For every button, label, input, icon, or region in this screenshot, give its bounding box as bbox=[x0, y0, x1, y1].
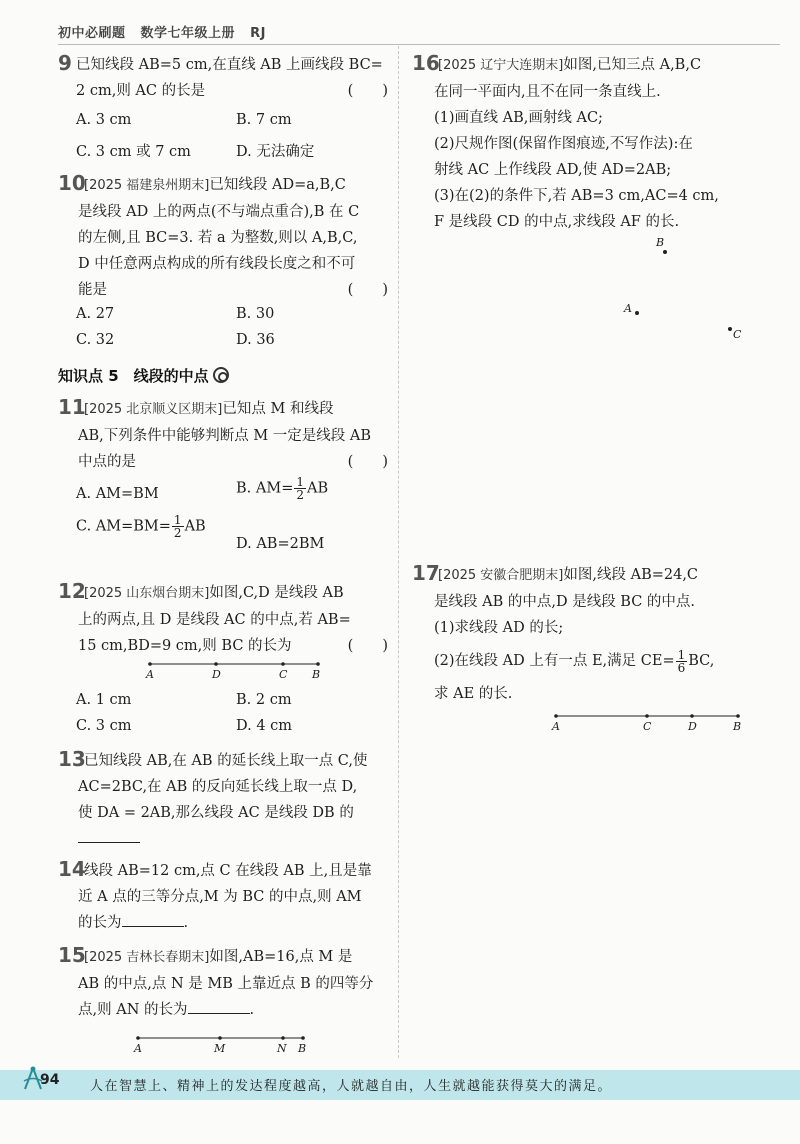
q13-line2: AC=2BC,在 AB 的反向延长线上取一点 D, bbox=[78, 779, 358, 795]
q10-line2: 是线段 AD 上的两点(不与端点重合),B 在 C bbox=[78, 204, 360, 220]
q16-line7: F 是线段 CD 的中点,求线段 AF 的长. bbox=[434, 214, 680, 230]
page-number: 94 bbox=[40, 1072, 60, 1088]
point-label-a: A bbox=[146, 668, 154, 681]
point-label-m: M bbox=[214, 1042, 226, 1055]
fraction: $\frac{1}{6}$ bbox=[677, 647, 686, 675]
point-label-d: D bbox=[688, 720, 697, 733]
source-tag: [2025 安徽合肥期末] bbox=[438, 568, 564, 583]
q13-line3: 使 DA = 2AB,那么线段 AC 是线段 DB 的 bbox=[78, 805, 354, 821]
question-16 bbox=[412, 52, 752, 235]
question-10 bbox=[58, 172, 388, 303]
question-11 bbox=[58, 396, 388, 475]
q11-line1: 已知点 M 和线段 bbox=[222, 401, 334, 417]
q14-line3: 的长为 bbox=[78, 915, 122, 931]
target-icon bbox=[213, 367, 229, 383]
header-rule bbox=[58, 44, 780, 45]
source-tag: [2025 辽宁大连期末] bbox=[438, 58, 564, 73]
option-b: B. 30 bbox=[236, 306, 275, 322]
knowledge-point-title: 知识点 5 线段的中点 bbox=[58, 367, 209, 385]
question-number: 10 bbox=[58, 171, 86, 195]
q12-line3: 15 cm,BD=9 cm,则 BC 的长为 bbox=[78, 638, 292, 654]
q15-line3: 点,则 AN 的长为 bbox=[78, 1002, 188, 1018]
option-a: A. 1 cm bbox=[76, 692, 132, 708]
question-number: 14 bbox=[58, 857, 86, 881]
q15-line1: 如图,AB=16,点 M 是 bbox=[209, 949, 353, 965]
q16-line3: (1)画直线 AB,画射线 AC; bbox=[434, 110, 603, 126]
column-divider bbox=[398, 46, 399, 1058]
series-name: 初中必刷题 bbox=[58, 26, 126, 41]
option-d: D. 36 bbox=[236, 332, 275, 348]
answer-blank[interactable] bbox=[122, 913, 184, 927]
q10-line5: 能是 bbox=[78, 282, 107, 298]
point-label-a: A bbox=[624, 302, 632, 315]
point-label-a: A bbox=[134, 1042, 142, 1055]
edition: RJ bbox=[250, 26, 266, 41]
q15-segment-figure bbox=[128, 1030, 318, 1058]
question-9 bbox=[58, 52, 388, 104]
q17-line4: (2)在线段 AD 上有一点 E,满足 CE= $\frac{1}{6}$ BC, bbox=[434, 647, 715, 675]
question-15: 15 [2025 吉林长春期末]如图,AB=16,点 M 是 AB 的中点,点 N 是 MB 上靠近点 B 的四等分 点,则 AN 的长为 . bbox=[58, 944, 388, 1023]
q15-line2: AB 的中点,点 N 是 MB 上靠近点 B 的四等分 bbox=[78, 976, 374, 992]
point-label-b: B bbox=[656, 236, 665, 249]
point-label-d: D bbox=[212, 668, 221, 681]
option-a: A. 27 bbox=[76, 306, 115, 322]
q17-line5: 求 AE 的长. bbox=[434, 686, 513, 702]
question-number: 15 bbox=[58, 943, 86, 967]
fraction: $\frac{1}{2}$ bbox=[296, 475, 304, 502]
question-12 bbox=[58, 580, 388, 659]
option-b: B. 2 cm bbox=[236, 692, 292, 708]
point-label-c: C bbox=[733, 328, 742, 341]
q14-line2: 近 A 点的三等分点,M 为 BC 的中点,则 AM bbox=[78, 889, 362, 905]
q17-segment-figure bbox=[546, 708, 746, 736]
q16-line6: (3)在(2)的条件下,若 AB=3 cm,AC=4 cm, bbox=[434, 188, 719, 204]
option-c: C. AM=BM= $\frac{1}{2}$ AB bbox=[76, 513, 206, 540]
option-d: D. AB=2BM bbox=[236, 536, 325, 552]
question-number: 9 bbox=[58, 51, 72, 75]
footer-motto: 人在智慧上、精神上的发达程度越高，人就越自由，人生就越能获得莫大的满足。 bbox=[90, 1079, 613, 1094]
answer-paren: ( ) bbox=[347, 638, 388, 654]
answer-paren: ( ) bbox=[347, 454, 388, 470]
q9-line1: 已知线段 AB=5 cm,在直线 AB 上画线段 BC= bbox=[76, 57, 383, 73]
fraction: $\frac{1}{2}$ bbox=[173, 513, 182, 540]
option-d: D. 无法确定 bbox=[236, 144, 315, 160]
option-b: B. 7 cm bbox=[236, 112, 292, 128]
q11-line2: AB,下列条件中能够判断点 M 一定是线段 AB bbox=[78, 428, 372, 444]
question-17 bbox=[412, 562, 752, 707]
q16-line5: 射线 AC 上作线段 AD,使 AD=2AB; bbox=[434, 162, 672, 178]
q10-line4: D 中任意两点构成的所有线段长度之和不可 bbox=[78, 256, 356, 272]
q9-line2: 2 cm,则 AC 的长是 bbox=[76, 83, 206, 99]
question-14: 14 线段 AB=12 cm,点 C 在线段 AB 上,且是靠 近 A 点的三等分点,M 为 BC 的中点,则 AM 的长为 . bbox=[58, 858, 388, 936]
question-number: 13 bbox=[58, 747, 86, 771]
option-a: A. AM=BM bbox=[76, 486, 159, 502]
point-label-c: C bbox=[279, 668, 288, 681]
answer-blank[interactable] bbox=[78, 829, 140, 843]
q12-segment-figure bbox=[140, 656, 330, 684]
point-label-n: N bbox=[277, 1042, 287, 1055]
question-number: 12 bbox=[58, 579, 86, 603]
q10-line1: 已知线段 AD=a,B,C bbox=[209, 177, 346, 193]
option-c: C. 32 bbox=[76, 332, 115, 348]
question-number: 11 bbox=[58, 395, 86, 419]
option-c: C. 3 cm bbox=[76, 718, 132, 734]
point-label-c: C bbox=[643, 720, 652, 733]
point-label-b: B bbox=[298, 1042, 307, 1055]
q10-line3: 的左侧,且 BC=3. 若 a 为整数,则以 A,B,C, bbox=[78, 230, 358, 246]
q12-line2: 上的两点,且 D 是线段 AC 的中点,若 AB= bbox=[78, 612, 351, 628]
point-label-b: B bbox=[733, 720, 742, 733]
q16-points-figure bbox=[610, 232, 750, 347]
question-13 bbox=[58, 748, 388, 852]
question-number: 17 bbox=[412, 561, 440, 585]
answer-paren: ( ) bbox=[347, 282, 388, 298]
source-tag: [2025 福建泉州期末] bbox=[84, 178, 210, 193]
option-a: A. 3 cm bbox=[76, 112, 132, 128]
q17-line1: 如图,线段 AB=24,C bbox=[563, 567, 699, 583]
point-label-b: B bbox=[312, 668, 321, 681]
running-header bbox=[58, 22, 276, 41]
q16-line4: (2)尺规作图(保留作图痕迹,不写作法):在 bbox=[434, 136, 693, 152]
q12-line1: 如图,C,D 是线段 AB bbox=[209, 585, 344, 601]
question-number: 16 bbox=[412, 51, 440, 75]
q16-line1: 如图,已知三点 A,B,C bbox=[563, 57, 702, 73]
knowledge-point-heading bbox=[58, 365, 229, 386]
source-tag: [2025 吉林长春期末] bbox=[84, 950, 210, 965]
answer-blank[interactable] bbox=[188, 1000, 250, 1014]
source-tag: [2025 北京顺义区期末] bbox=[84, 402, 223, 417]
option-c: C. 3 cm 或 7 cm bbox=[76, 144, 191, 160]
q16-line2: 在同一平面内,且不在同一条直线上. bbox=[434, 84, 661, 100]
option-d: D. 4 cm bbox=[236, 718, 293, 734]
q14-line1: 线段 AB=12 cm,点 C 在线段 AB 上,且是靠 bbox=[84, 863, 372, 879]
answer-paren: ( ) bbox=[347, 83, 388, 99]
source-tag: [2025 山东烟台期末] bbox=[84, 586, 210, 601]
q11-line3: 中点的是 bbox=[78, 454, 136, 470]
point-label-a: A bbox=[552, 720, 560, 733]
option-b: B. AM= $\frac{1}{2}$ AB bbox=[236, 475, 329, 502]
subject-name: 数学七年级上册 bbox=[140, 26, 236, 41]
q17-line2: 是线段 AB 的中点,D 是线段 BC 的中点. bbox=[434, 594, 696, 610]
q17-line3: (1)求线段 AD 的长; bbox=[434, 620, 564, 636]
q13-line1: 已知线段 AB,在 AB 的延长线上取一点 C,使 bbox=[84, 753, 368, 769]
